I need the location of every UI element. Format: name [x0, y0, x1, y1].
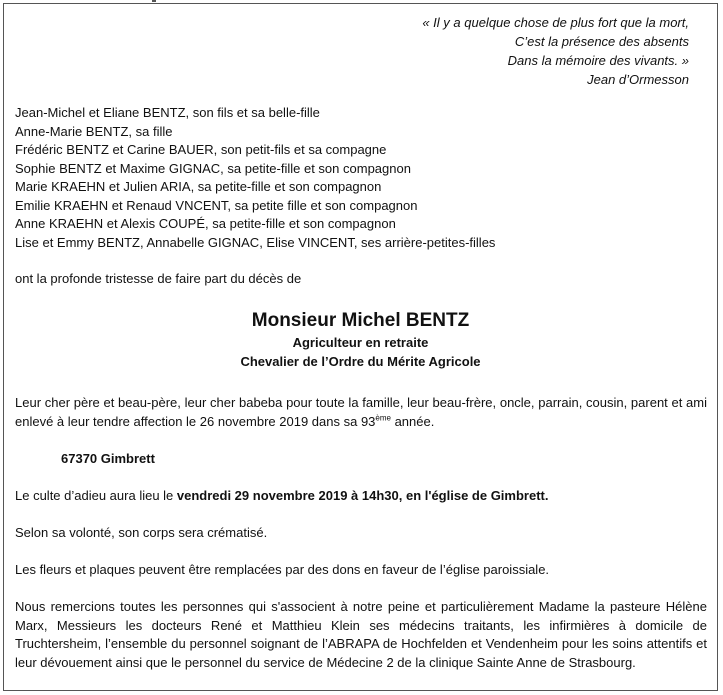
epigraph-quote — [422, 13, 689, 89]
thanks-paragraph: Nous remercions toutes les personnes qui s'associent à notre peine et particulièrement Madame la pasteure Hélène Marx, Messieurs les docteurs René et Matthieu Klein ses médecins traitants, les infirmières à domicile de Truchtersheim, l’ensemble du personnel soignant de l’ABRAPA de Hochfelden et Vendenheim pour les soins attentifs et leur dévouement ainsi que le personnel du service de Médecine 2 de la clinique Sainte Anne de Strasbourg. — [15, 599, 707, 670]
ceremony-date-place: vendredi 29 novembre 2019 à 14h30, en l'église de Gimbrett. — [176, 488, 549, 503]
announcement: ont la profonde tristesse de faire part du décès de — [15, 271, 302, 286]
cremation-note: Selon sa volonté, son corps sera crématisé. — [15, 525, 268, 540]
address: 67370 Gimbrett — [61, 451, 155, 466]
family-line: Emilie KRAEHN et Renaud VNCENT, sa petite fille et son compagnon — [15, 197, 418, 213]
deceased-title-2: Chevalier de l’Ordre du Mérite Agricole — [240, 354, 481, 369]
obituary-frame — [3, 3, 718, 691]
family-line: Marie KRAEHN et Julien ARIA, sa petite-fille et son compagnon — [15, 179, 382, 194]
tribute-superscript: ème — [375, 413, 391, 423]
family-line: Jean-Michel et Eliane BENTZ, son fils et sa belle-fille — [15, 105, 320, 120]
family-list — [15, 104, 707, 252]
ceremony-prefix: Le culte d’adieu aura lieu le — [15, 488, 177, 503]
tribute-end: année. — [390, 413, 435, 429]
family-line: Lise et Emmy BENTZ, Annabelle GIGNAC, Elise VINCENT, ses arrière-petites-filles — [15, 234, 496, 250]
deceased-name: Monsieur Michel BENTZ — [251, 310, 470, 331]
family-line: Anne KRAEHN et Alexis COUPÉ, sa petite-fille et son compagnon — [15, 216, 396, 231]
family-line: Sophie BENTZ et Maxime GIGNAC, sa petite-fille et son compagnon — [15, 160, 411, 176]
flowers-note: Les fleurs et plaques peuvent être remplacées par des dons en faveur de l’église paroissiale. — [15, 562, 550, 577]
quote-line: C’est la présence des absents — [514, 34, 689, 49]
family-line: Frédéric BENTZ et Carine BAUER, son petit-fils et sa compagne — [15, 142, 387, 157]
quote-author: Jean d’Ormesson — [587, 72, 689, 87]
ceremony-paragraph — [15, 487, 707, 506]
quote-line: Dans la mémoire des vivants. » — [507, 53, 689, 68]
deceased-title-1: Agriculteur en retraite — [292, 335, 429, 350]
deceased-block — [4, 309, 717, 371]
quote-line: « Il y a quelque chose de plus fort que la mort, — [422, 15, 689, 30]
tribute-text: Leur cher père et beau-père, leur cher babeba pour toute la famille, leur beau-frère, oncle, parrain, cousin, parent et ami enlevé à leur tendre affection le 26 novembre 2019 dans sa 93 — [15, 395, 707, 429]
top-edge-mark — [152, 0, 156, 2]
tribute-paragraph — [15, 394, 707, 431]
family-line: Anne-Marie BENTZ, sa fille — [15, 123, 173, 139]
